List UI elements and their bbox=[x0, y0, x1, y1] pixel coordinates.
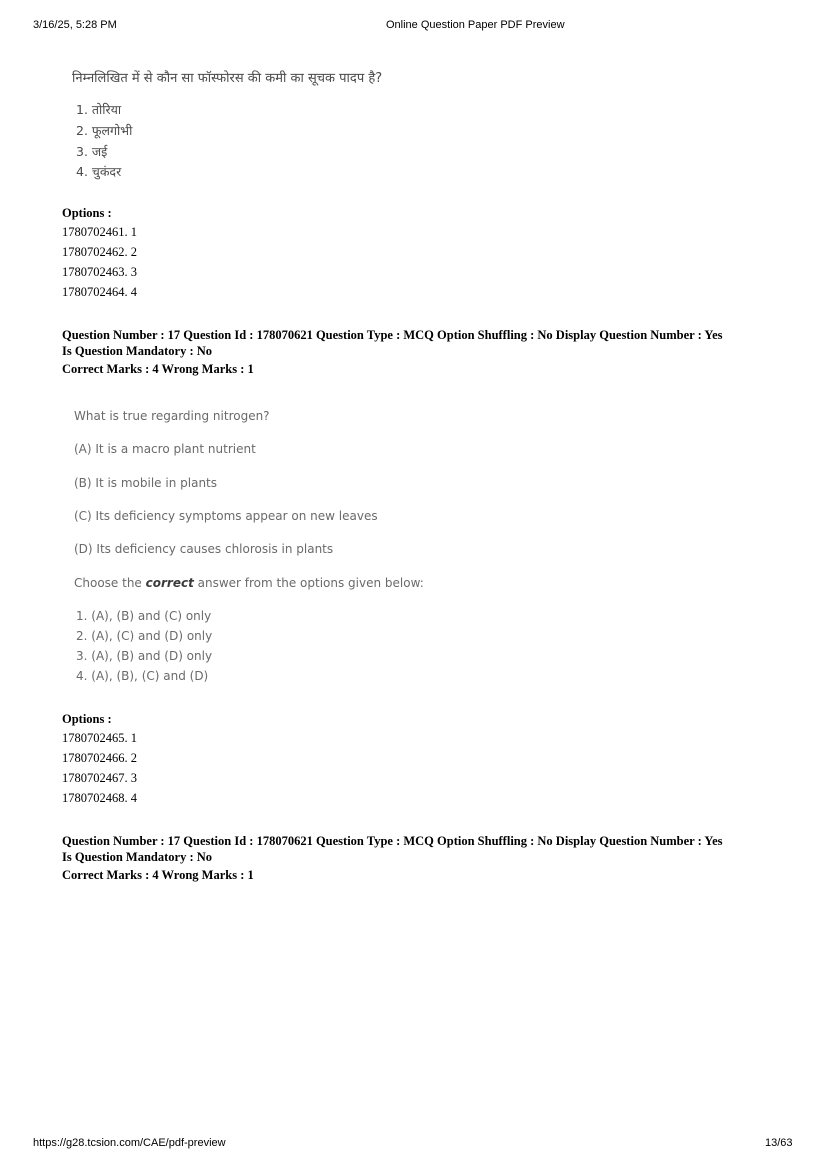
choice-1: 1. (A), (B) and (C) only bbox=[76, 609, 212, 623]
meta-line-1: Question Number : 17 Question Id : 178070621 Question Type : MCQ Option Shuffling : No Display Question Number : Yes bbox=[62, 834, 723, 848]
meta-line-3: Correct Marks : 4 Wrong Marks : 1 bbox=[62, 362, 254, 376]
options-heading: Options : bbox=[62, 206, 112, 220]
choice-4: 4. चुकंदर bbox=[76, 164, 122, 179]
choice-1: 1. तोरिया bbox=[76, 102, 122, 117]
option-id: 1780702468. 4 bbox=[62, 791, 137, 805]
question-meta-next bbox=[62, 833, 772, 883]
choice-3: 3. जई bbox=[76, 144, 108, 159]
choice-2: 2. (A), (C) and (D) only bbox=[76, 629, 213, 643]
statement-c: (C) Its deficiency symptoms appear on new leaves bbox=[74, 509, 378, 523]
option-id: 1780702461. 1 bbox=[62, 225, 137, 239]
question-meta-q17 bbox=[62, 327, 772, 377]
statement-a: (A) It is a macro plant nutrient bbox=[74, 442, 256, 456]
question-text: What is true regarding nitrogen? bbox=[74, 409, 270, 423]
choice-4: 4. (A), (B), (C) and (D) bbox=[76, 669, 209, 683]
choice-2: 2. फूलगोभी bbox=[76, 123, 133, 138]
options-heading: Options : bbox=[62, 712, 112, 726]
option-id: 1780702467. 3 bbox=[62, 771, 137, 785]
option-id: 1780702466. 2 bbox=[62, 751, 137, 765]
option-id: 1780702462. 2 bbox=[62, 245, 137, 259]
print-page-number: 13/63 bbox=[765, 1137, 793, 1149]
question-text: निम्नलिखित में से कौन सा फॉस्फोरस की कमी का सूचक पादप है? bbox=[72, 71, 383, 86]
option-id: 1780702464. 4 bbox=[62, 285, 137, 299]
statement-d: (D) Its deficiency causes chlorosis in plants bbox=[74, 542, 334, 556]
option-id: 1780702463. 3 bbox=[62, 265, 137, 279]
option-id: 1780702465. 1 bbox=[62, 731, 137, 745]
meta-line-1: Question Number : 17 Question Id : 178070621 Question Type : MCQ Option Shuffling : No Display Question Number : Yes bbox=[62, 328, 723, 342]
print-datetime: 3/16/25, 5:28 PM bbox=[33, 19, 117, 31]
statement-b: (B) It is mobile in plants bbox=[74, 476, 218, 490]
choice-3: 3. (A), (B) and (D) only bbox=[76, 649, 213, 663]
print-url: https://g28.tcsion.com/CAE/pdf-preview bbox=[33, 1137, 226, 1149]
meta-line-2: Is Question Mandatory : No bbox=[62, 344, 213, 358]
meta-line-3: Correct Marks : 4 Wrong Marks : 1 bbox=[62, 868, 254, 882]
meta-line-2: Is Question Mandatory : No bbox=[62, 850, 213, 864]
instruction-text: Choose the correct answer from the options given below: bbox=[74, 576, 424, 590]
print-title: Online Question Paper PDF Preview bbox=[386, 19, 565, 31]
